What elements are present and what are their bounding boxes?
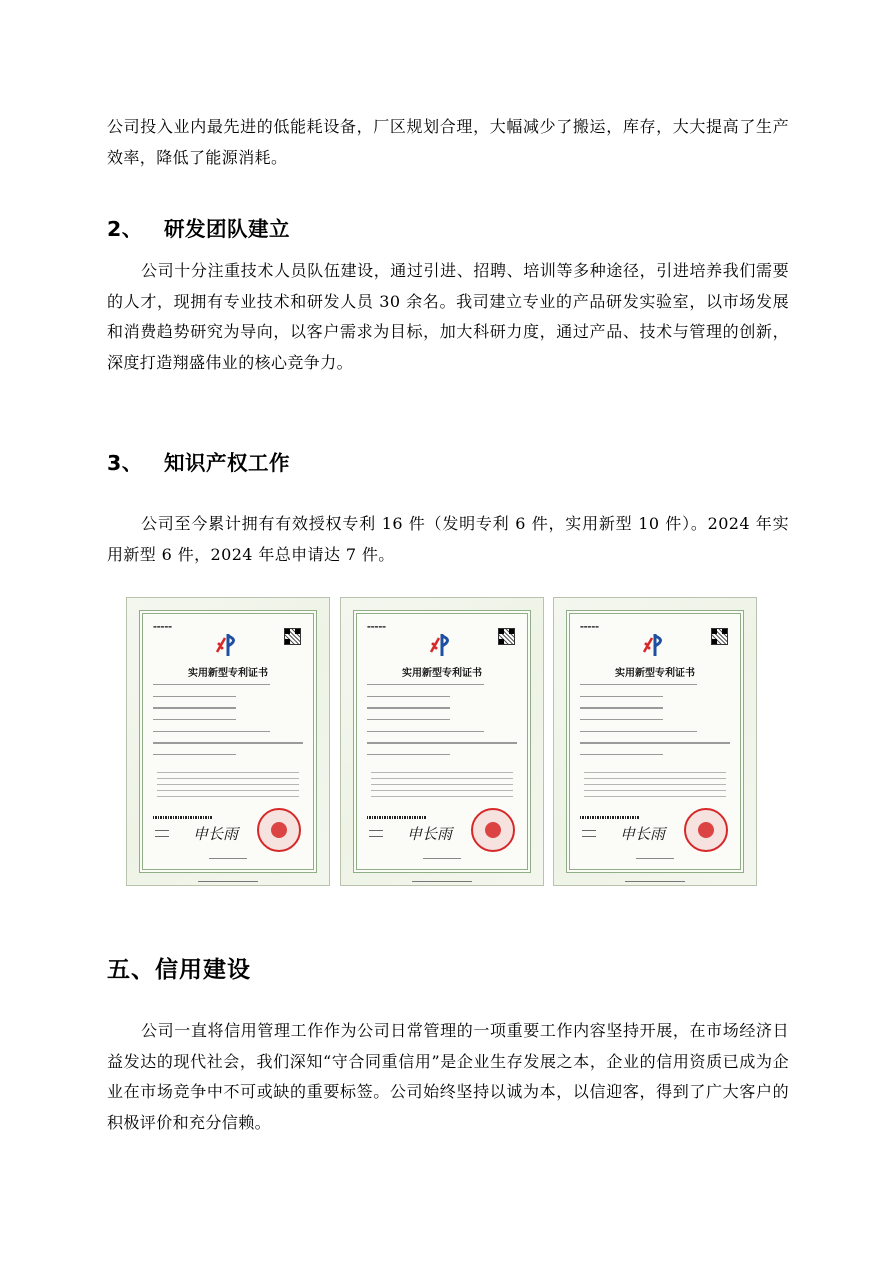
certificate-footer: [625, 881, 686, 882]
page-indicator: [209, 858, 247, 859]
red-official-seal-icon: [684, 808, 728, 852]
certificate-title: 实用新型专利证书: [402, 668, 482, 679]
barcode-icon: [580, 816, 640, 819]
ip-work-paragraph: 公司至今累计拥有有效授权专利 16 件（发明专利 6 件，实用新型 10 件）。2024 年实用新型 6 件，2024 年总申请达 7 件。: [107, 514, 789, 564]
rd-team-heading-number: 2、: [107, 217, 143, 241]
cnipa-emblem-icon: [427, 632, 457, 658]
ip-work-heading-title: 知识产权工作: [164, 451, 290, 475]
handwritten-signature: 申长雨: [193, 825, 239, 843]
handwritten-signature: 申长雨: [407, 825, 453, 843]
qr-code-icon: [284, 628, 301, 645]
certificate-frame: [353, 610, 531, 873]
certificate-field-lines: [580, 684, 730, 766]
certificate-footer: [198, 881, 259, 882]
certificate-number-text: ▬▬▬▬▬: [153, 624, 172, 629]
rd-team-heading-title: 研发团队建立: [164, 217, 290, 241]
page-indicator: [423, 858, 461, 859]
cnipa-emblem-icon: [640, 632, 670, 658]
handwritten-signature: 申长雨: [620, 825, 666, 843]
rd-team-paragraph: 公司十分注重技术人员队伍建设，通过引进、招聘、培训等多种途径，引进培养我们需要的人才，现拥有专业技术和研发人员 30 余名。我司建立专业的产品研发实验室，以市场发展和消费趋势研究为导向，以客户需求为目标，加大科研力度，通过产品、技术与管理的创新，深度打造翔盛伟业的核心竞争力。: [107, 261, 789, 372]
credit-building-paragraph: 公司一直将信用管理工作作为公司日常管理的一项重要工作内容坚持开展，在市场经济日益发达的现代社会，我们深知“守合同重信用”是企业生存发展之本，企业的信用资质已成为企业在市场竞争中不可或缺的重要标签。公司始终坚持以诚为本，以信迎客，得到了广大客户的积极评价和充分信赖。: [107, 1021, 789, 1132]
ip-work-heading-number: 3、: [107, 451, 143, 475]
credit-building-heading: 五、信用建设: [107, 957, 251, 983]
certificate-body-text: [371, 772, 513, 802]
certificate-body-text: [157, 772, 299, 802]
certificate-field-lines: [153, 684, 303, 766]
barcode-icon: [153, 816, 213, 819]
patent-certificate-image-2: [340, 597, 544, 886]
certificate-title: 实用新型专利证书: [615, 668, 695, 679]
patent-certificate-image-1: [126, 597, 330, 886]
qr-code-icon: [711, 628, 728, 645]
signature-label: [155, 830, 169, 842]
cnipa-emblem-icon: [213, 632, 243, 658]
certificate-footer: [412, 881, 473, 882]
signature-label: [369, 830, 383, 842]
rd-team-heading: [107, 212, 290, 242]
barcode-icon: [367, 816, 427, 819]
ip-work-heading: [107, 446, 290, 476]
certificate-body-text: [584, 772, 726, 802]
red-official-seal-icon: [471, 808, 515, 852]
signature-label: [582, 830, 596, 842]
certificate-field-lines: [367, 684, 517, 766]
certificate-title: 实用新型专利证书: [188, 668, 268, 679]
red-official-seal-icon: [257, 808, 301, 852]
production-efficiency-paragraph: 公司投入业内最先进的低能耗设备，厂区规划合理，大幅减少了搬运，库存，大大提高了生产效率，降低了能源消耗。: [107, 117, 789, 167]
certificate-frame: [566, 610, 744, 873]
certificate-number-text: ▬▬▬▬▬: [367, 624, 386, 629]
certificate-frame: [139, 610, 317, 873]
qr-code-icon: [498, 628, 515, 645]
certificate-number-text: ▬▬▬▬▬: [580, 624, 599, 629]
page-indicator: [636, 858, 674, 859]
patent-certificate-image-3: [553, 597, 757, 886]
